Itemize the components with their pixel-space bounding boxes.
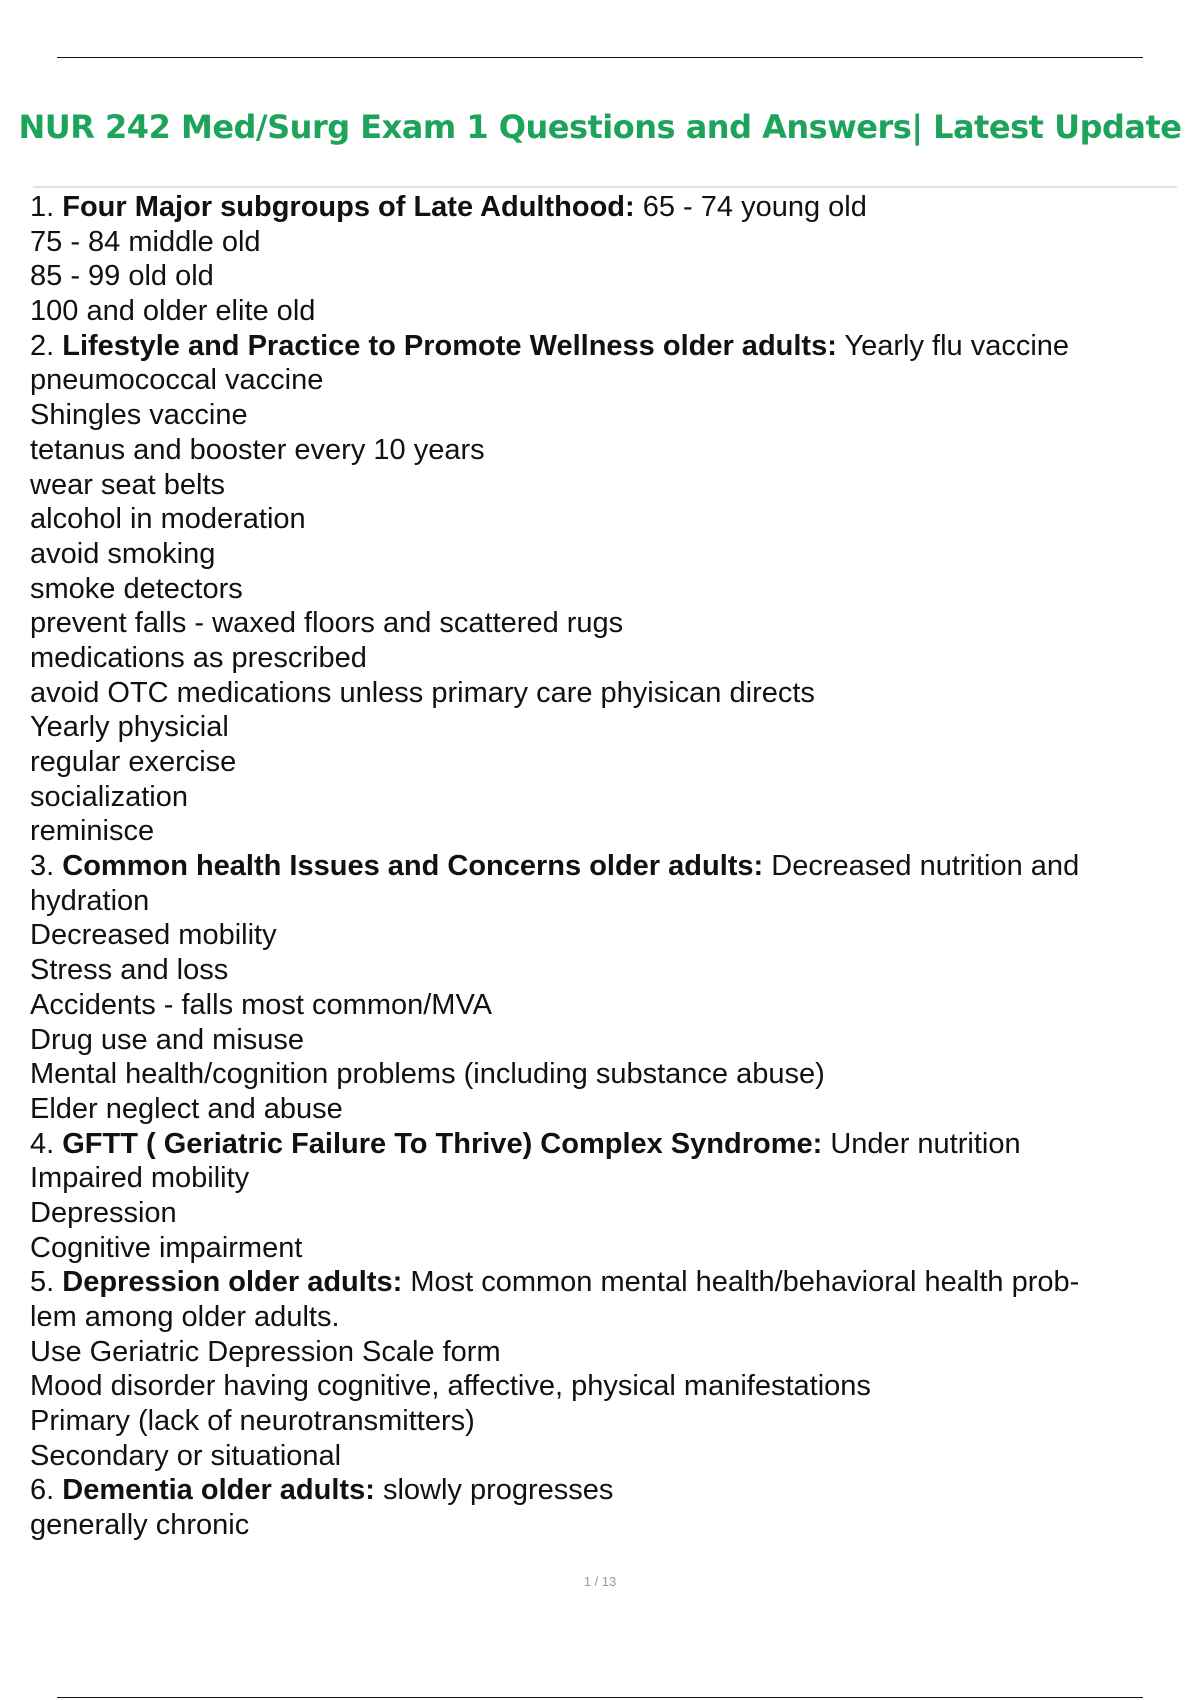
question-block xyxy=(30,1127,1180,1266)
answer-line: Use Geriatric Depression Scale form xyxy=(30,1335,501,1368)
answer-line: Accidents - falls most common/MVA xyxy=(30,988,492,1021)
answer-line: smoke detectors xyxy=(30,572,243,605)
question-first-line xyxy=(30,329,1180,364)
answer-line: socialization xyxy=(30,780,188,813)
answer-line: pneumococcal vaccine xyxy=(30,364,324,397)
answer-line: 100 and older elite old xyxy=(30,295,316,328)
answer-line: Decreased mobility xyxy=(30,919,277,952)
question-first-line xyxy=(30,1473,1180,1508)
question-label: Depression older adults: xyxy=(62,1266,403,1299)
answer-line: medications as prescribed xyxy=(30,641,367,674)
answer-line: Stress and loss xyxy=(30,954,229,987)
document-title: NUR 242 Med/Surg Exam 1 Questions and Answers| Latest Update xyxy=(18,108,1182,146)
question-block xyxy=(30,190,1180,329)
question-block xyxy=(30,1473,1180,1542)
answer-line: prevent falls - waxed floors and scattered rugs xyxy=(30,607,624,640)
answer-line: Drug use and misuse xyxy=(30,1023,305,1056)
answer-line: Shingles vaccine xyxy=(30,399,248,432)
answer-line: Yearly physicial xyxy=(30,711,229,744)
answer-line: Cognitive impairment xyxy=(30,1231,303,1264)
answer-line: avoid smoking xyxy=(30,537,216,570)
answer-line: hydration xyxy=(30,884,150,917)
question-number: 6. xyxy=(30,1474,55,1507)
question-first-line xyxy=(30,1265,1180,1300)
question-first-line xyxy=(30,190,1180,225)
title-underline xyxy=(33,186,1177,188)
footer-rule xyxy=(57,1697,1143,1698)
answer-text: Under nutrition xyxy=(830,1127,1021,1160)
question-block xyxy=(30,849,1180,1127)
answer-line: Mood disorder having cognitive, affective, physical manifestations xyxy=(30,1370,871,1403)
answer-line: Mental health/cognition problems (including substance abuse) xyxy=(30,1058,825,1091)
question-number: 3. xyxy=(30,850,55,883)
answer-line: avoid OTC medications unless primary care phyisican directs xyxy=(30,676,815,709)
answer-line: wear seat belts xyxy=(30,468,226,501)
question-label: Lifestyle and Practice to Promote Wellness older adults: xyxy=(62,329,837,362)
answer-text: Decreased nutrition and xyxy=(771,850,1080,883)
question-label: Four Major subgroups of Late Adulthood: xyxy=(62,191,635,223)
qa-content xyxy=(30,190,1180,1543)
answer-line: Elder neglect and abuse xyxy=(30,1092,343,1125)
question-label: Dementia older adults: xyxy=(62,1474,375,1507)
answer-text: Yearly flu vaccine xyxy=(844,329,1070,362)
answer-text: slowly progresses xyxy=(382,1474,614,1507)
question-number: 4. xyxy=(30,1127,55,1160)
question-number: 5. xyxy=(30,1266,55,1299)
answer-line: generally chronic xyxy=(30,1509,250,1542)
question-number: 2. xyxy=(30,329,55,362)
answer-line: Depression xyxy=(30,1196,177,1229)
answer-text: Most common mental health/behavioral health prob- xyxy=(410,1266,1080,1299)
question-block xyxy=(30,1265,1180,1473)
answer-line: alcohol in moderation xyxy=(30,503,306,536)
answer-line: 75 - 84 middle old xyxy=(30,225,261,258)
answer-line: reminisce xyxy=(30,815,155,848)
answer-line: tetanus and booster every 10 years xyxy=(30,433,485,466)
question-block xyxy=(30,329,1180,849)
answer-line: regular exercise xyxy=(30,746,237,778)
header-rule xyxy=(57,57,1143,58)
answer-line: 85 - 99 old old xyxy=(30,260,214,293)
answer-text: 65 - 74 young old xyxy=(642,191,867,223)
question-first-line xyxy=(30,1127,1180,1162)
answer-line: Secondary or situational xyxy=(30,1439,342,1472)
answer-line: Primary (lack of neurotransmitters) xyxy=(30,1405,475,1438)
question-number: 1. xyxy=(30,191,55,223)
answer-line: lem among older adults. xyxy=(30,1301,340,1333)
question-label: Common health Issues and Concerns older adults: xyxy=(62,850,764,883)
question-label: GFTT ( Geriatric Failure To Thrive) Complex Syndrome: xyxy=(62,1127,823,1160)
question-first-line xyxy=(30,849,1180,884)
page-indicator: 1 / 13 xyxy=(583,1574,617,1589)
answer-line: Impaired mobility xyxy=(30,1162,250,1195)
